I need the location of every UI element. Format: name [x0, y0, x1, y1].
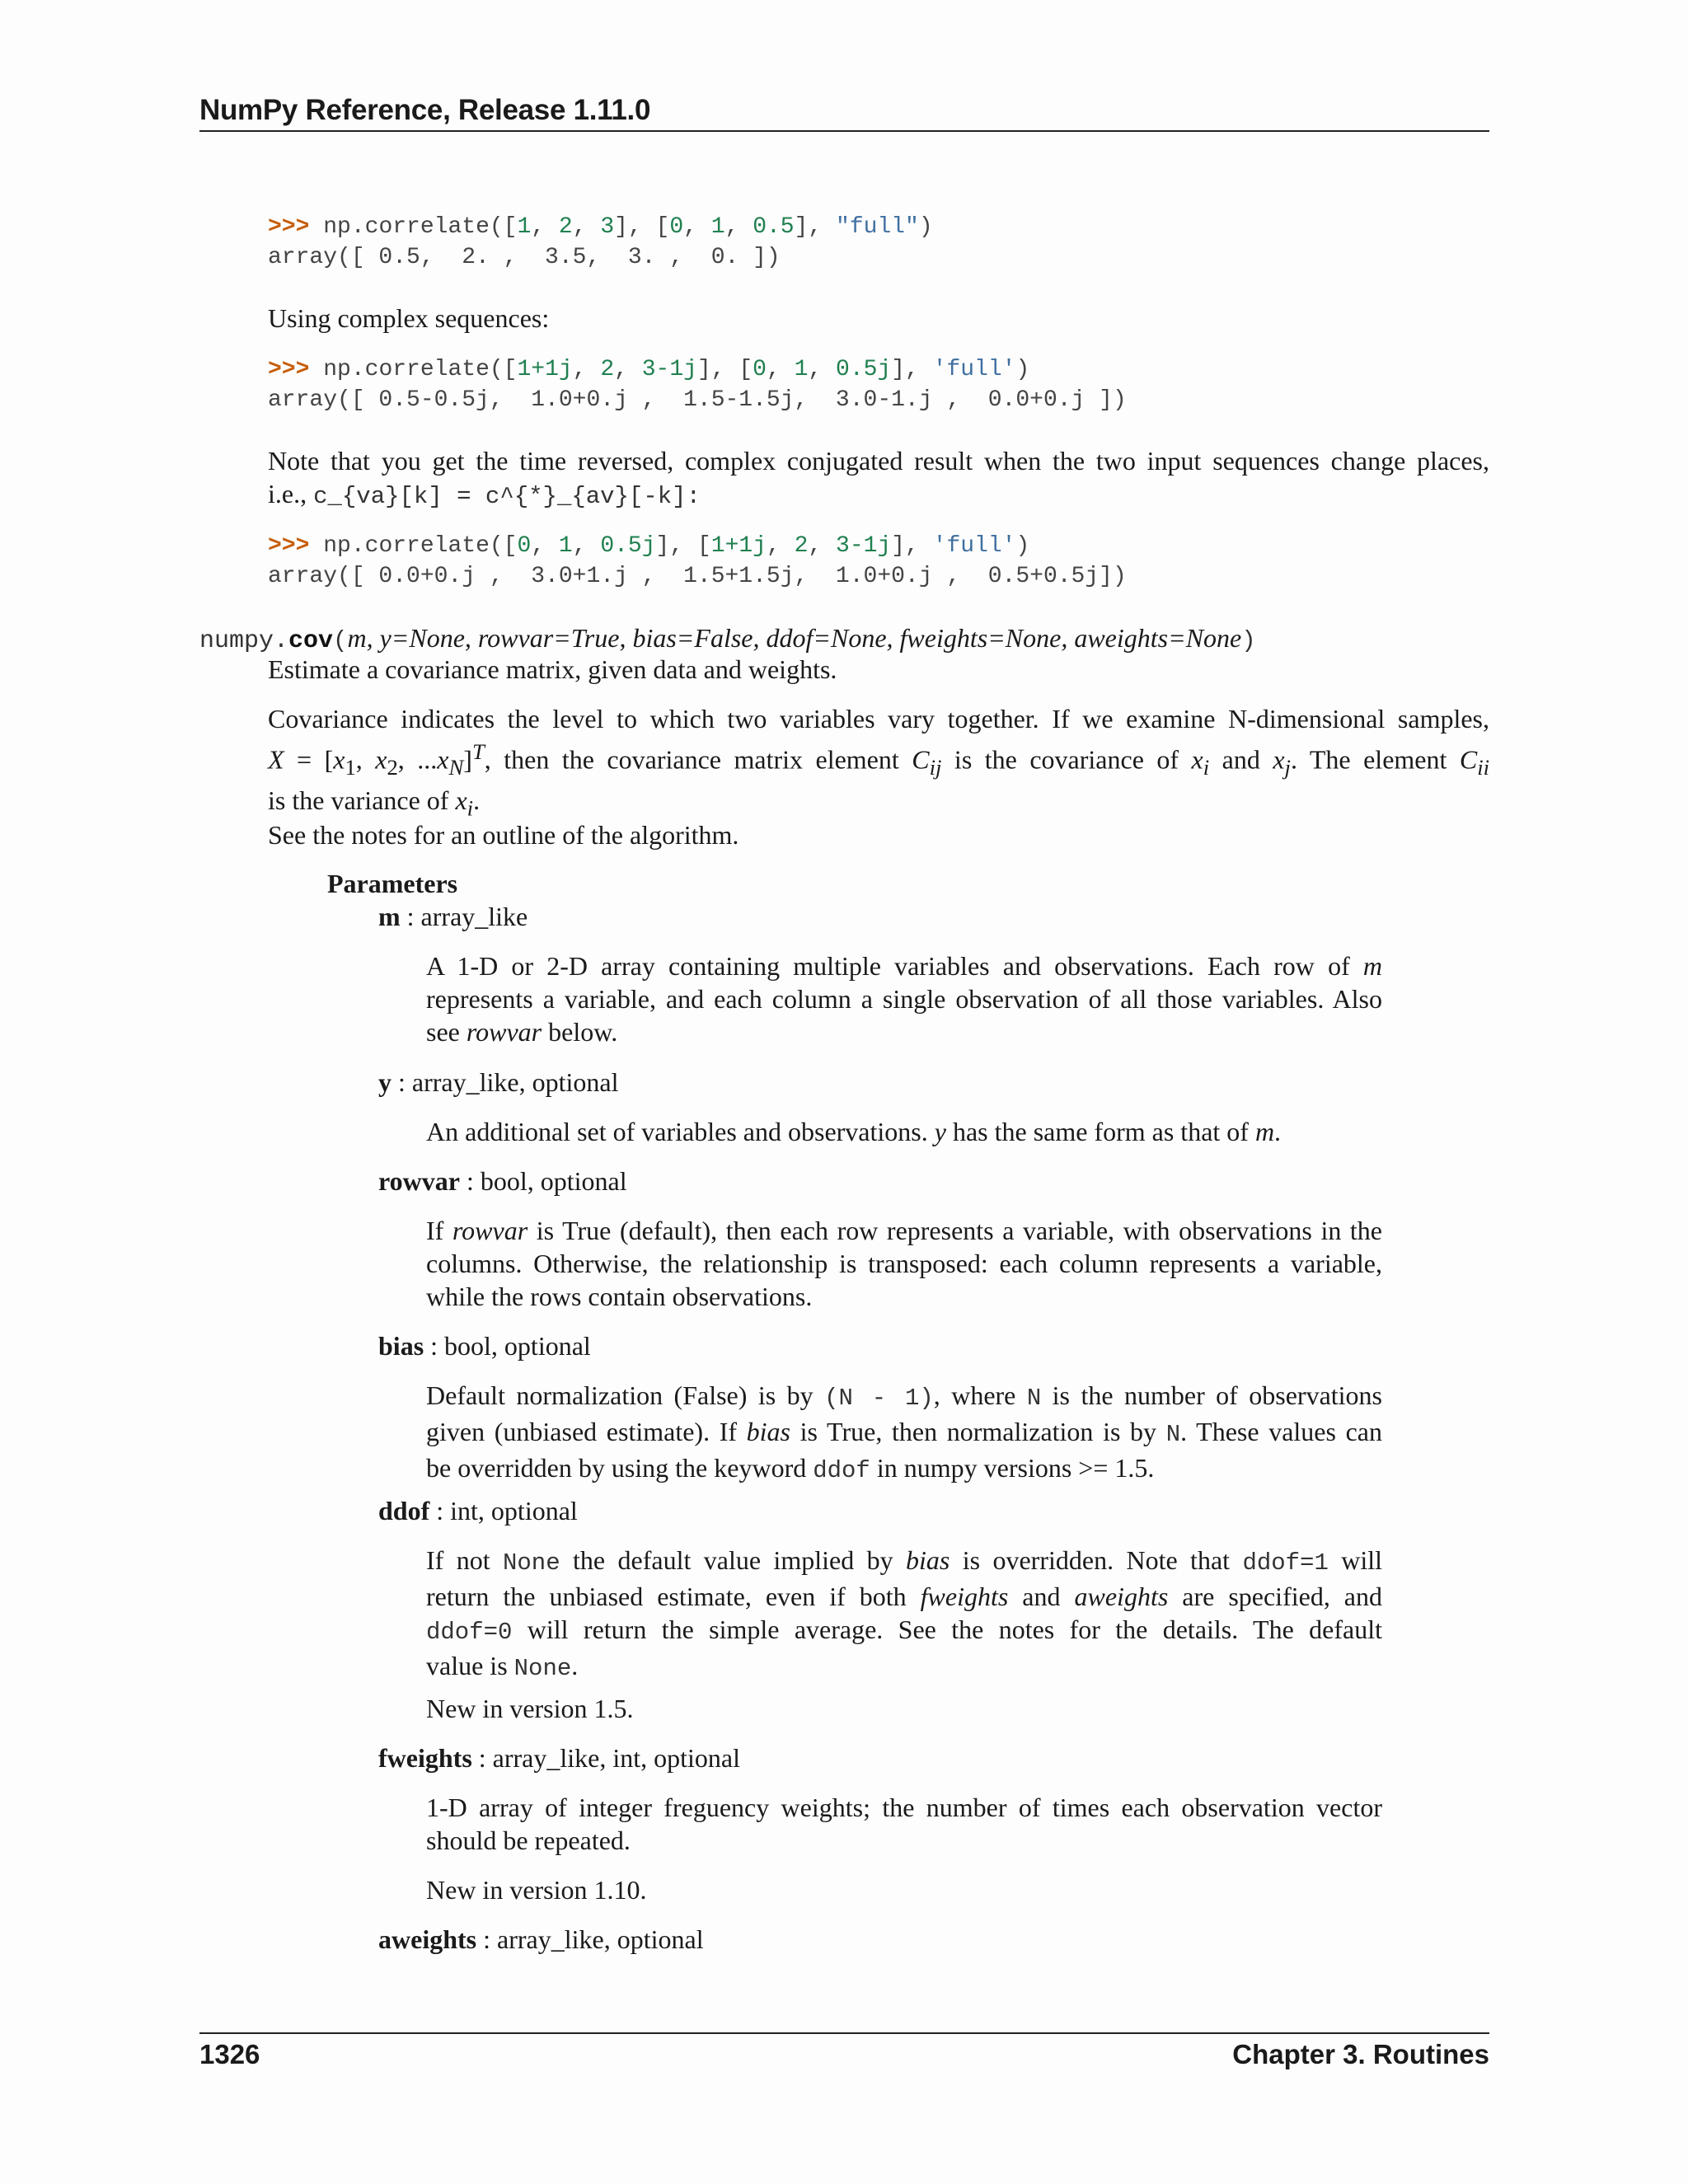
- function-signature: numpy.cov(m, y=None, rowvar=True, bias=False, ddof=None, fweights=None, aweights=None): [199, 623, 1256, 655]
- page-number: 1326: [199, 2039, 260, 2069]
- code-output: array([ 0.5-0.5j, 1.0+0.j , 1.5-1.5j, 3.0-1.j , 0.0+0.j ]): [268, 387, 1127, 413]
- param-rowvar-header: rowvar : bool, optional: [378, 1166, 627, 1196]
- function-summary: Estimate a covariance matrix, given data and weights.: [268, 654, 837, 684]
- note-paragraph: Note that you get the time reversed, complex conjugated result when the two input sequences change places, i.e., c_{va}[k] = c^{*}_{av}[-k]:: [268, 446, 1489, 510]
- header-rule: [199, 130, 1489, 132]
- footer-rule: [199, 2032, 1489, 2034]
- param-bias-header: bias : bool, optional: [378, 1331, 591, 1361]
- code-output: array([ 0.0+0.j , 3.0+1.j , 1.5+1.5j, 1.0+0.j , 0.5+0.5j]): [268, 564, 1127, 589]
- complex-intro-text: Using complex sequences:: [268, 303, 550, 333]
- param-bias-description: Default normalization (False) is by (N - 1), where N is the number of observations given (unbiased estimate). If bias is True, then normalization is by N. These values can be overridden by using the keyword ddof in numpy versions >= 1.5.: [426, 1380, 1382, 1484]
- param-ddof-description: If not None the default value implied by bias is overridden. Note that ddof=1 will return the unbiased estimate, even if both fweights and aweights are specified, and ddof=0 will return the simple average. See the notes for the details. The default value is None.: [426, 1545, 1383, 1682]
- param-fweights-header: fweights : array_like, int, optional: [378, 1743, 741, 1773]
- signature-params: m, y=None, rowvar=True, bias=False, ddof=None, fweights=None, aweights=None: [347, 623, 1242, 653]
- fweights-version-note: New in version 1.10.: [426, 1875, 647, 1905]
- param-y-header: y : array_like, optional: [378, 1067, 619, 1097]
- running-header-title: NumPy Reference, Release 1.11.0: [199, 94, 651, 126]
- parameters-heading: Parameters: [327, 869, 458, 898]
- param-ddof-header: ddof : int, optional: [378, 1496, 578, 1526]
- param-fweights-description: 1-D array of integer freguency weights; the number of times each observation vector should be repeated.: [426, 1793, 1382, 1855]
- prompt: >>>: [268, 214, 310, 240]
- param-rowvar-description: If rowvar is True (default), then each row represents a variable, with observations in the columns. Otherwise, the relationship is transposed: each column represents a variable, while the rows contain observations.: [426, 1216, 1383, 1311]
- notes-reference: See the notes for an outline of the algorithm.: [268, 820, 739, 850]
- param-y-description: An additional set of variables and observations. y has the same form as that of m.: [426, 1117, 1282, 1146]
- param-m-header: m : array_like: [378, 902, 528, 931]
- code-example-1: >>> np.correlate([1, 2, 3], [0, 1, 0.5], "full") array([ 0.5, 2. , 3.5, 3. , 0. ]): [268, 214, 933, 270]
- code-example-3: >>> np.correlate([0, 1, 0.5j], [1+1j, 2, 3-1j], 'full') array([ 0.0+0.j , 3.0+1.j , 1.5+1.5j, 1.0+0.j , 0.5+0.5j]): [268, 533, 1127, 589]
- code-output: array([ 0.5, 2. , 3.5, 3. , 0. ]): [268, 245, 781, 270]
- function-name: cov: [288, 627, 334, 655]
- param-aweights-header: aweights : array_like, optional: [378, 1924, 704, 1954]
- code-example-2: >>> np.correlate([1+1j, 2, 3-1j], [0, 1, 0.5j], 'full') array([ 0.5-0.5j, 1.0+0.j , 1.5-1.5j, 3.0-1.j , 0.0+0.j ]): [268, 357, 1127, 413]
- description-paragraph: Covariance indicates the level to which two variables vary together. If we examine N-dimensional samples, $X = [x_1$, $x_2$, $...x_N]^T$, then the covariance matrix element $C_{ij}$ is the covariance of $x_i$ and $x_j$. The element $C_{ii}$ is the variance of $x_i$.: [268, 704, 1490, 821]
- chapter-label: Chapter 3. Routines: [1232, 2039, 1489, 2069]
- param-m-description: A 1-D or 2-D array containing multiple variables and observations. Each row of m represents a variable, and each column a single observation of all those variables. Also see rowvar below.: [426, 951, 1382, 1047]
- ddof-version-note: New in version 1.5.: [426, 1694, 634, 1723]
